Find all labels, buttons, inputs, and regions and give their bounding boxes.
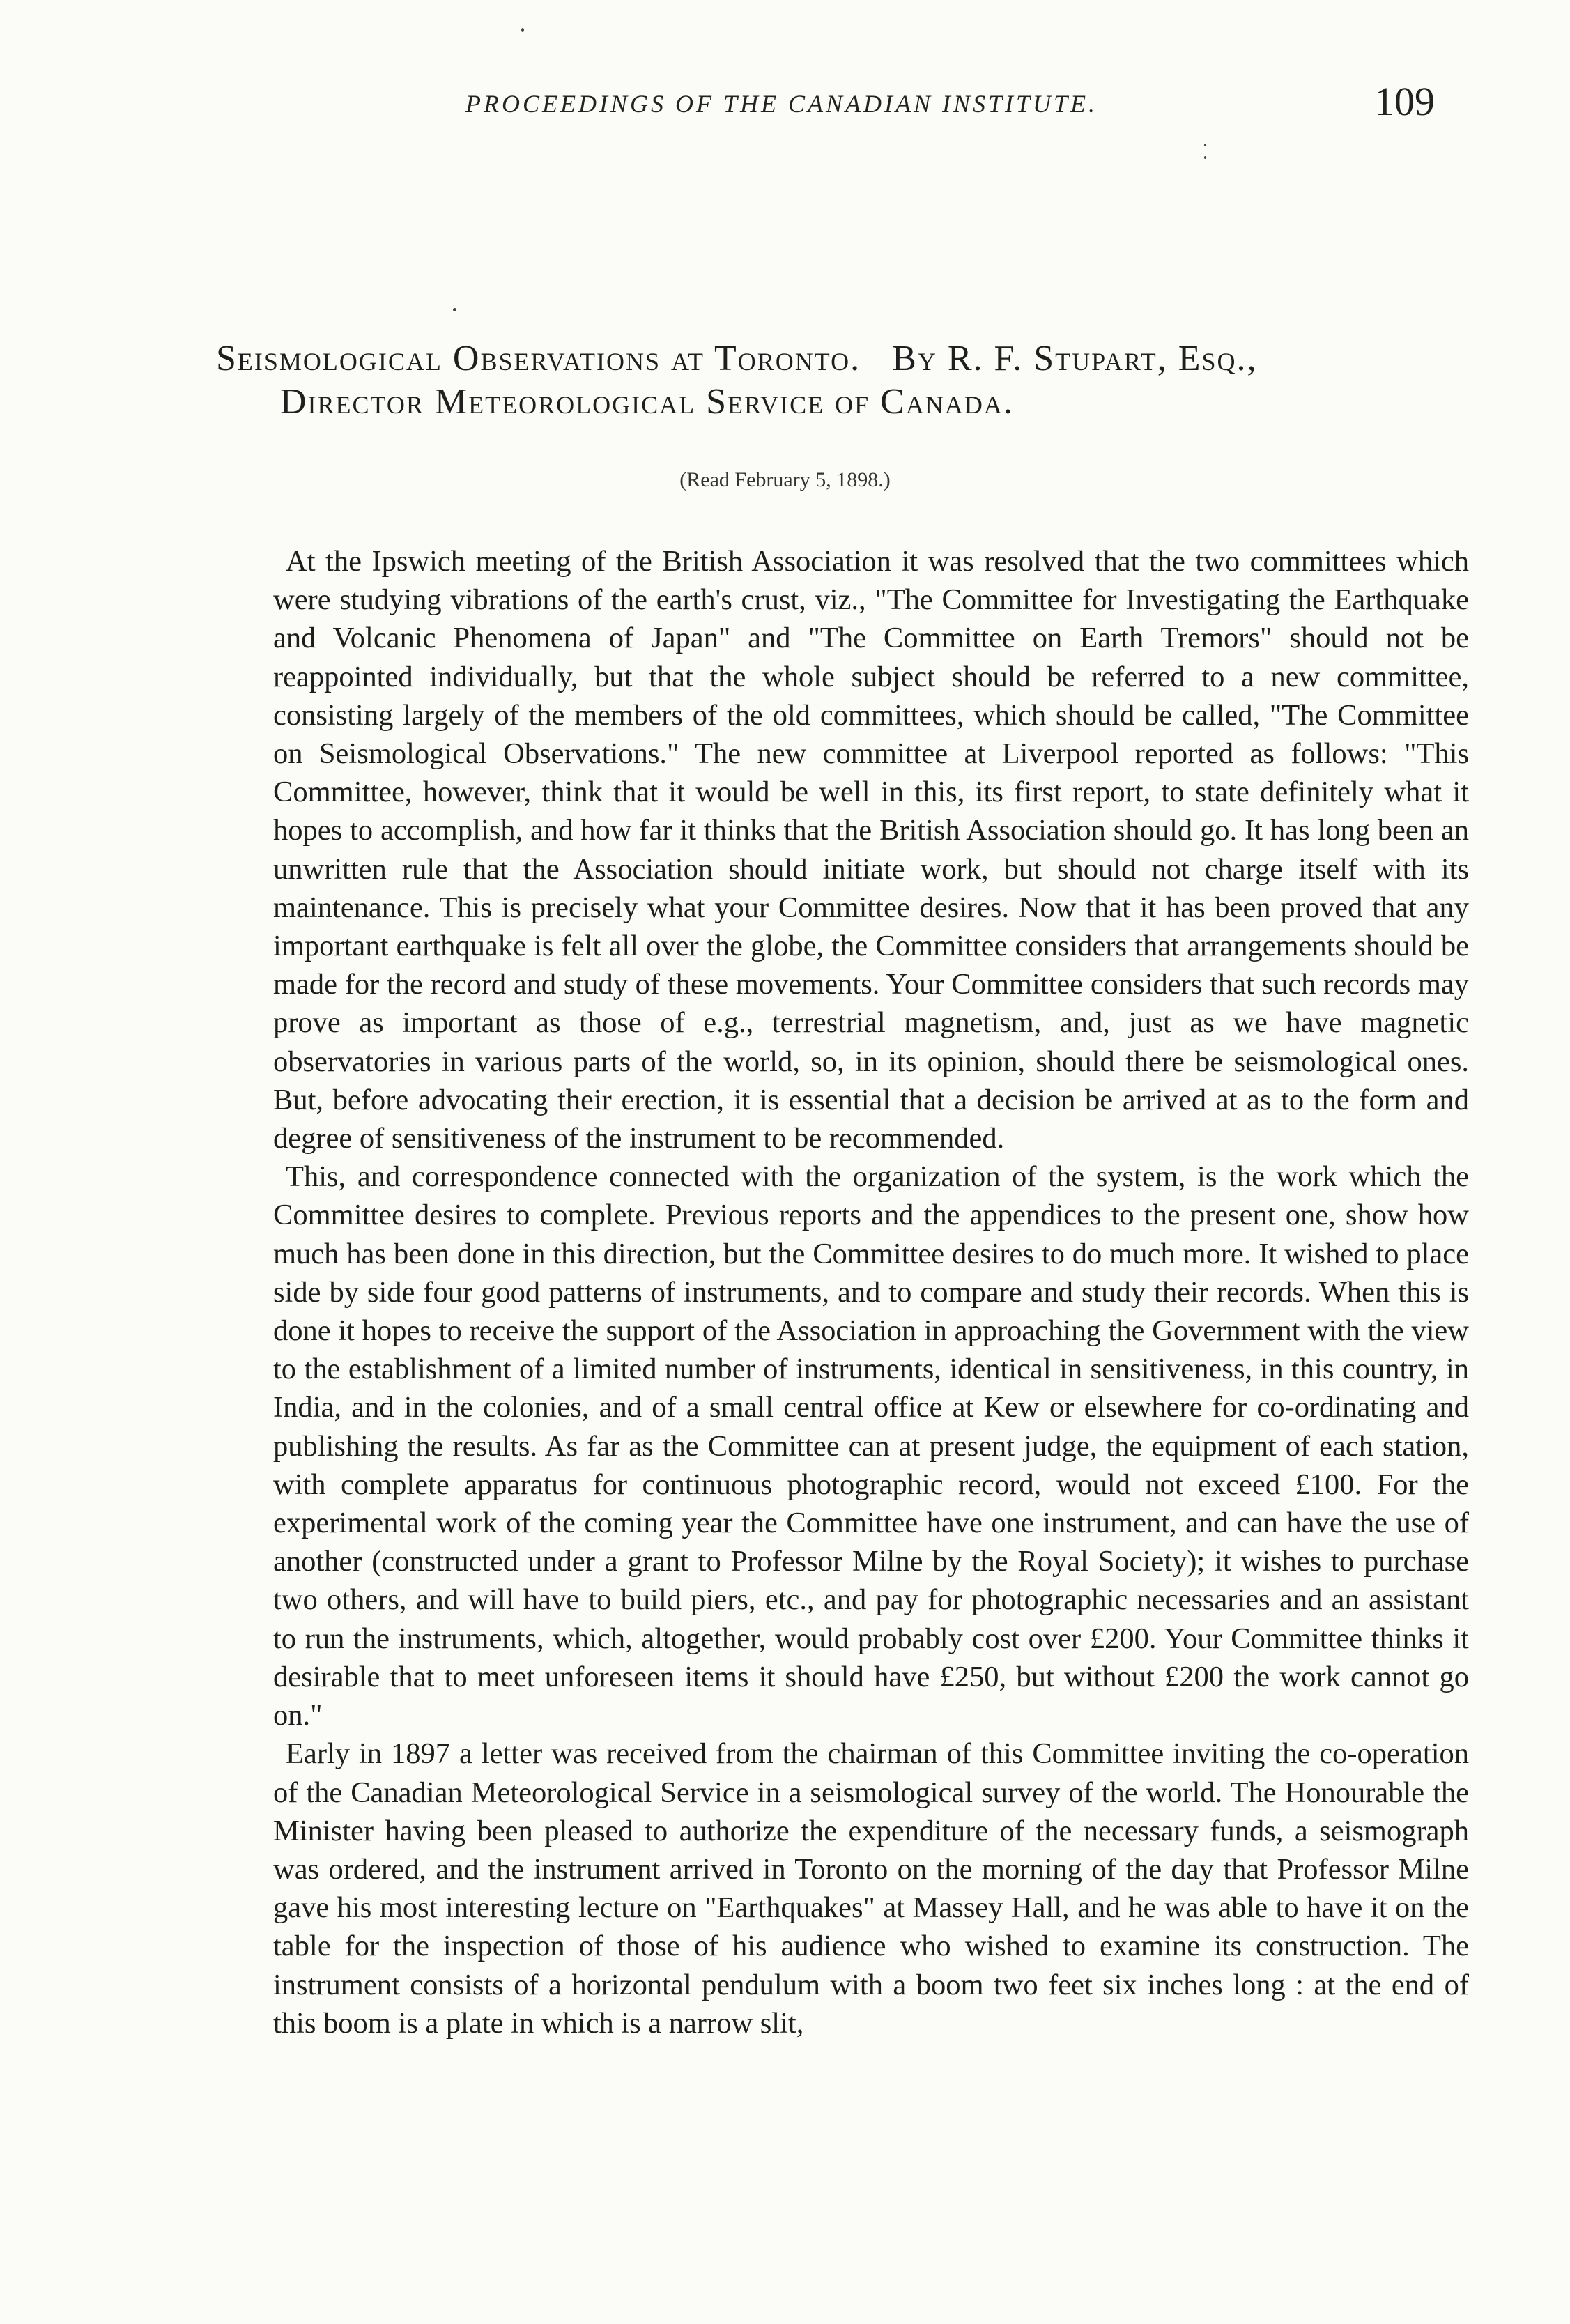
print-speck <box>1204 144 1206 146</box>
print-speck <box>521 28 524 32</box>
paragraph-1: At the Ipswich meeting of the British Association it was resolved that the two committees which were studying vibrations of the earth's crust, viz., "The Committee for Investigating the Earthquake and Volcanic Phenomena of Japan" and "The Committee on Earth Tremors" should not be reappointed individually, but that the whole subject should be referred to a new committee, consisting largely of the members of the old committees, which should be called, "The Committee on Seismological Observations." The new committee at Liverpool reported as follows: "This Committee, however, think that it would be well in this, its first report, to state definitely what it hopes to accomplish, and how far it thinks that the British Association should go. It has long been an unwritten rule that the Association should initiate work, but should not charge itself with its maintenance. This is precisely what your Committee desires. Now that it has been proved that any important earthquake is felt all over the globe, the Committee considers that arrangements should be made for the record and study of these movements. Your Committee considers that such records may prove as important as those of e.g., terrestrial magnetism, and, just as we have magnetic observatories in various parts of the world, so, in its opinion, should there be seismological ones. But, before advocating their erection, it is essential that a decision be arrived at as to the form and degree of sensitiveness of the instrument to be recommended. <box>273 545 1469 1155</box>
article-body <box>273 542 1469 2042</box>
paragraph-2: This, and correspondence connected with the organization of the system, is the work which the Committee desires to complete. Previous reports and the appendices to the present one, show how much has been done in this direction, but the Committee desires to do much more. It wished to place side by side four good patterns of instruments, and to compare and study their records. When this is done it hopes to receive the support of the Association in approaching the Government with the view to the establishment of a limited number of instruments, identical in sensitiveness, in this country, in India, and in the colonies, and of a small central office at Kew or elsewhere for co-ordinating and publishing the results. As far as the Committee can at present judge, the equipment of each station, with complete apparatus for continuous photographic record, would not exceed £100. For the experimental work of the coming year the Committee have one instrument, and can have the use of another (constructed under a grant to Professor Milne by the Royal Society); it wishes to purchase two others, and will have to build piers, etc., and pay for photographic necessaries and an assistant to run the instruments, which, altogether, would probably cost over £200. Your Committee thinks it desirable that to meet unforeseen items it should have £250, but without £200 the work cannot go on." <box>273 1160 1469 1732</box>
running-head: PROCEEDINGS OF THE CANADIAN INSTITUTE. <box>465 90 1098 118</box>
print-speck <box>1204 156 1206 159</box>
paragraph-3: Early in 1897 a letter was received from the chairman of this Committee inviting the co-operation of the Canadian Meteorological Service in a seismological survey of the world. The Honourable the Minister having been pleased to authorize the expenditure of the necessary funds, a seismograph was ordered, and the instrument arrived in Toronto on the morning of the day that Professor Milne gave his most interesting lecture on "Earthquakes" at Massey Hall, and he was able to have it on the table for the inspection of those of his audience who wished to examine its construction. The instrument consists of a horizontal pendulum with a boom two feet six inches long : at the end of this boom is a plate in which is a narrow slit, <box>273 1737 1469 2040</box>
page-number: 109 <box>1374 79 1435 124</box>
article-title-line1: Seismological Observations at Toronto. By R. F. Stupart, Esq., <box>216 339 1258 378</box>
print-speck <box>453 308 456 311</box>
article-title <box>216 337 1456 424</box>
read-date: (Read February 5, 1898.) <box>679 468 891 491</box>
article-title-line2: Director Meteorological Service of Canada. <box>280 382 1014 422</box>
